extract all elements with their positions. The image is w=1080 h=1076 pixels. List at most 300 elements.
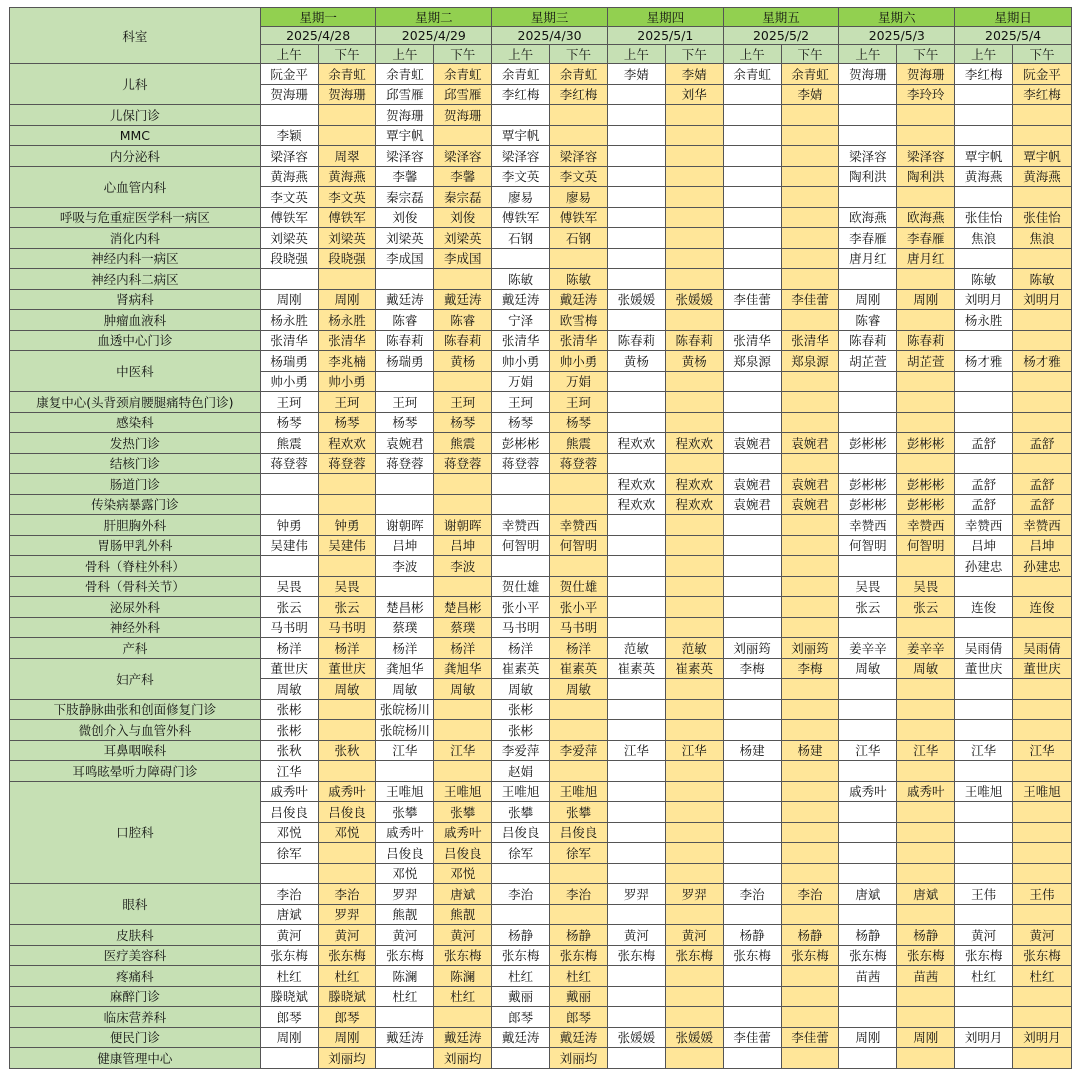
am-doctor-cell: 黄海燕 [955, 166, 1013, 187]
pm-doctor-cell: 幸赞西 [897, 515, 955, 536]
am-doctor-cell [955, 187, 1013, 208]
am-doctor-cell [955, 720, 1013, 741]
pm-doctor-cell [781, 822, 839, 843]
pm-doctor-cell: 徐军 [550, 843, 608, 864]
pm-doctor-cell [318, 720, 376, 741]
am-doctor-cell [376, 761, 434, 782]
am-doctor-cell: 赵娟 [492, 761, 550, 782]
pm-doctor-cell [1013, 843, 1072, 864]
am-doctor-cell: 孟舒 [955, 433, 1013, 454]
pm-doctor-cell: 吕俊良 [434, 843, 492, 864]
am-doctor-cell: 杨琴 [260, 412, 318, 433]
am-doctor-cell: 杨建 [723, 740, 781, 761]
am-doctor-cell: 戴廷涛 [492, 289, 550, 310]
schedule-container [9, 7, 1072, 1069]
pm-doctor-cell: 胡芷萱 [897, 351, 955, 372]
pm-doctor-cell: 贺仕雄 [550, 576, 608, 597]
pm-doctor-cell [1013, 904, 1072, 925]
am-doctor-cell: 张东梅 [376, 945, 434, 966]
am-doctor-cell [607, 556, 665, 577]
am-doctor-cell [260, 1048, 318, 1069]
pm-doctor-cell [1013, 412, 1072, 433]
pm-doctor-cell [781, 228, 839, 249]
am-doctor-cell [839, 822, 897, 843]
pm-doctor-cell [318, 125, 376, 146]
pm-doctor-cell [434, 576, 492, 597]
pm-doctor-cell: 黄海燕 [1013, 166, 1072, 187]
pm-doctor-cell: 郎琴 [550, 1007, 608, 1028]
am-doctor-cell: 程欢欢 [607, 494, 665, 515]
table-row [10, 248, 1072, 269]
pm-doctor-cell [318, 843, 376, 864]
pm-doctor-cell [897, 761, 955, 782]
pm-doctor-cell: 张秋 [318, 740, 376, 761]
am-doctor-cell: 黄杨 [607, 351, 665, 372]
am-doctor-cell [955, 84, 1013, 105]
am-doctor-cell: 贺海珊 [260, 84, 318, 105]
pm-doctor-cell: 戴廷涛 [434, 289, 492, 310]
table-row [10, 884, 1072, 905]
table-row [10, 966, 1072, 987]
am-doctor-cell [607, 761, 665, 782]
am-doctor-cell: 张彬 [492, 699, 550, 720]
pm-doctor-cell: 幸赞西 [1013, 515, 1072, 536]
date-header: 2025/4/30 [492, 27, 608, 45]
am-doctor-cell [839, 105, 897, 126]
pm-doctor-cell [1013, 371, 1072, 392]
pm-doctor-cell: 段晓强 [318, 248, 376, 269]
am-doctor-cell: 刘明月 [955, 289, 1013, 310]
am-doctor-cell: 杨才雅 [955, 351, 1013, 372]
am-doctor-cell [955, 617, 1013, 638]
am-doctor-cell [607, 822, 665, 843]
am-doctor-cell: 周敏 [376, 679, 434, 700]
pm-doctor-cell: 万娟 [550, 371, 608, 392]
pm-doctor-cell [1013, 1048, 1072, 1069]
am-doctor-cell [723, 597, 781, 618]
am-doctor-cell: 戴廷涛 [376, 289, 434, 310]
am-doctor-cell: 蒋登蓉 [260, 453, 318, 474]
weekday-header: 星期六 [839, 8, 955, 27]
department-name: 临床营养科 [10, 1007, 261, 1028]
am-doctor-cell [723, 1007, 781, 1028]
am-doctor-cell [839, 125, 897, 146]
am-doctor-cell: 袁婉君 [723, 433, 781, 454]
pm-doctor-cell [434, 761, 492, 782]
am-doctor-cell [839, 453, 897, 474]
am-doctor-cell: 王珂 [376, 392, 434, 413]
pm-doctor-cell: 王珂 [550, 392, 608, 413]
am-doctor-cell: 李红梅 [955, 64, 1013, 85]
pm-doctor-cell [665, 822, 723, 843]
am-doctor-cell: 蒋登蓉 [376, 453, 434, 474]
pm-doctor-cell [1013, 802, 1072, 823]
am-doctor-cell: 傅铁军 [492, 207, 550, 228]
am-doctor-cell [723, 679, 781, 700]
am-doctor-cell: 黄河 [955, 925, 1013, 946]
am-doctor-cell [723, 966, 781, 987]
am-doctor-cell: 邱雪雁 [376, 84, 434, 105]
pm-doctor-cell [550, 105, 608, 126]
pm-doctor-cell [1013, 1007, 1072, 1028]
pm-doctor-cell [781, 576, 839, 597]
pm-doctor-cell [665, 699, 723, 720]
pm-doctor-cell [665, 597, 723, 618]
am-doctor-cell: 罗羿 [607, 884, 665, 905]
am-doctor-cell [607, 248, 665, 269]
am-doctor-cell [607, 781, 665, 802]
pm-doctor-cell: 唐斌 [897, 884, 955, 905]
pm-doctor-cell [781, 781, 839, 802]
pm-doctor-cell: 李红梅 [550, 84, 608, 105]
pm-doctor-cell: 李成国 [434, 248, 492, 269]
am-doctor-cell: 戚秀叶 [376, 822, 434, 843]
table-row [10, 64, 1072, 85]
am-doctor-cell: 袁婉君 [723, 494, 781, 515]
pm-doctor-cell [1013, 310, 1072, 331]
am-doctor-cell: 张攀 [376, 802, 434, 823]
pm-doctor-cell [665, 679, 723, 700]
am-doctor-cell [839, 1007, 897, 1028]
am-doctor-cell: 崔素英 [492, 658, 550, 679]
pm-doctor-cell: 张东梅 [781, 945, 839, 966]
pm-doctor-cell: 王伟 [1013, 884, 1072, 905]
am-doctor-cell [492, 863, 550, 884]
pm-doctor-cell: 贺海珊 [897, 64, 955, 85]
pm-doctor-cell: 马书明 [550, 617, 608, 638]
pm-doctor-cell [897, 412, 955, 433]
pm-doctor-cell [781, 679, 839, 700]
pm-doctor-cell: 杨静 [897, 925, 955, 946]
am-doctor-cell: 张东梅 [260, 945, 318, 966]
department-name: 心血管内科 [10, 166, 261, 207]
am-doctor-cell [955, 453, 1013, 474]
am-doctor-cell [955, 248, 1013, 269]
pm-doctor-cell: 孟舒 [1013, 494, 1072, 515]
pm-doctor-cell: 郎琴 [318, 1007, 376, 1028]
pm-doctor-cell: 吴雨倩 [1013, 638, 1072, 659]
pm-doctor-cell [550, 904, 608, 925]
am-doctor-cell: 周敏 [492, 679, 550, 700]
pm-doctor-cell: 谢朝晖 [434, 515, 492, 536]
am-doctor-cell [376, 1048, 434, 1069]
pm-doctor-cell: 杜红 [1013, 966, 1072, 987]
pm-doctor-cell: 梁泽容 [897, 146, 955, 167]
department-name: 骨科（脊柱外科） [10, 556, 261, 577]
am-doctor-cell: 唐斌 [260, 904, 318, 925]
pm-doctor-cell [897, 392, 955, 413]
pm-doctor-cell [665, 207, 723, 228]
pm-doctor-cell [550, 474, 608, 495]
am-doctor-cell: 刘丽筠 [723, 638, 781, 659]
pm-doctor-cell: 黄河 [1013, 925, 1072, 946]
pm-doctor-cell [781, 125, 839, 146]
table-header [10, 8, 1072, 64]
pm-doctor-cell: 孙建忠 [1013, 556, 1072, 577]
am-doctor-cell: 周刚 [260, 1027, 318, 1048]
department-name: 感染科 [10, 412, 261, 433]
pm-doctor-cell: 黄河 [434, 925, 492, 946]
am-doctor-cell [607, 535, 665, 556]
am-doctor-cell [723, 371, 781, 392]
pm-doctor-cell [665, 617, 723, 638]
am-header: 上午 [260, 45, 318, 64]
pm-doctor-cell [318, 556, 376, 577]
am-doctor-cell [839, 699, 897, 720]
pm-doctor-cell: 张云 [897, 597, 955, 618]
am-doctor-cell: 覃宇帆 [955, 146, 1013, 167]
am-doctor-cell [723, 228, 781, 249]
am-header: 上午 [492, 45, 550, 64]
am-doctor-cell [955, 822, 1013, 843]
am-doctor-cell [492, 1048, 550, 1069]
am-doctor-cell [607, 904, 665, 925]
am-doctor-cell [492, 494, 550, 515]
pm-doctor-cell: 杨琴 [550, 412, 608, 433]
pm-doctor-cell: 蒋登蓉 [434, 453, 492, 474]
am-doctor-cell: 何智明 [492, 535, 550, 556]
pm-doctor-cell [781, 761, 839, 782]
pm-doctor-cell: 马书明 [318, 617, 376, 638]
am-doctor-cell: 唐斌 [839, 884, 897, 905]
pm-doctor-cell [550, 556, 608, 577]
am-doctor-cell: 张东梅 [955, 945, 1013, 966]
department-name: 呼吸与危重症医学科一病区 [10, 207, 261, 228]
pm-doctor-cell: 杜红 [550, 966, 608, 987]
pm-doctor-cell: 罗羿 [318, 904, 376, 925]
am-doctor-cell [955, 904, 1013, 925]
am-doctor-cell: 郎琴 [492, 1007, 550, 1028]
am-doctor-cell: 李爱萍 [492, 740, 550, 761]
am-doctor-cell: 李成国 [376, 248, 434, 269]
am-doctor-cell: 张彬 [492, 720, 550, 741]
pm-doctor-cell: 张佳怡 [1013, 207, 1072, 228]
pm-doctor-cell: 郑泉源 [781, 351, 839, 372]
pm-doctor-cell: 石钢 [550, 228, 608, 249]
table-row [10, 207, 1072, 228]
am-doctor-cell [723, 617, 781, 638]
am-doctor-cell [607, 576, 665, 597]
department-name: 产科 [10, 638, 261, 659]
pm-doctor-cell: 刘丽均 [434, 1048, 492, 1069]
am-doctor-cell [723, 269, 781, 290]
pm-doctor-cell: 梁泽容 [434, 146, 492, 167]
am-header: 上午 [607, 45, 665, 64]
am-doctor-cell: 张清华 [492, 330, 550, 351]
am-doctor-cell: 张媛媛 [607, 289, 665, 310]
pm-doctor-cell [665, 412, 723, 433]
pm-doctor-cell: 姜辛辛 [897, 638, 955, 659]
am-doctor-cell: 张云 [839, 597, 897, 618]
pm-doctor-cell [1013, 392, 1072, 413]
pm-doctor-cell: 吕俊良 [550, 822, 608, 843]
pm-doctor-cell [550, 720, 608, 741]
table-row [10, 925, 1072, 946]
pm-doctor-cell: 程欢欢 [665, 494, 723, 515]
am-doctor-cell: 袁婉君 [376, 433, 434, 454]
pm-doctor-cell [665, 556, 723, 577]
am-doctor-cell: 梁泽容 [839, 146, 897, 167]
am-doctor-cell: 郑泉源 [723, 351, 781, 372]
pm-doctor-cell [434, 125, 492, 146]
pm-doctor-cell: 戴廷涛 [550, 1027, 608, 1048]
am-doctor-cell: 李红梅 [492, 84, 550, 105]
am-doctor-cell: 陈敏 [955, 269, 1013, 290]
weekday-header: 星期五 [723, 8, 839, 27]
pm-doctor-cell: 吕俊良 [318, 802, 376, 823]
am-doctor-cell [723, 1048, 781, 1069]
am-doctor-cell: 贺海珊 [376, 105, 434, 126]
am-doctor-cell: 陈春莉 [839, 330, 897, 351]
date-header: 2025/4/28 [260, 27, 376, 45]
am-doctor-cell [839, 84, 897, 105]
am-doctor-cell: 李治 [723, 884, 781, 905]
pm-doctor-cell: 刘华 [665, 84, 723, 105]
pm-doctor-cell: 戴廷涛 [434, 1027, 492, 1048]
pm-doctor-cell: 梁泽容 [550, 146, 608, 167]
pm-doctor-cell [1013, 761, 1072, 782]
am-doctor-cell [376, 371, 434, 392]
am-doctor-cell [723, 453, 781, 474]
pm-doctor-cell: 陈春莉 [897, 330, 955, 351]
pm-doctor-cell: 杨静 [550, 925, 608, 946]
department-name: 发热门诊 [10, 433, 261, 454]
department-name: 康复中心(头背颈肩腰腿痛特色门诊) [10, 392, 261, 413]
pm-doctor-cell [1013, 453, 1072, 474]
am-doctor-cell: 张佳怡 [955, 207, 1013, 228]
am-doctor-cell: 万娟 [492, 371, 550, 392]
pm-doctor-cell: 吴建伟 [318, 535, 376, 556]
am-doctor-cell: 李治 [492, 884, 550, 905]
pm-doctor-cell [665, 371, 723, 392]
pm-doctor-cell: 熊震 [550, 433, 608, 454]
am-doctor-cell: 幸赞西 [839, 515, 897, 536]
pm-doctor-cell [665, 720, 723, 741]
table-row [10, 433, 1072, 454]
am-doctor-cell [607, 310, 665, 331]
pm-doctor-cell [550, 761, 608, 782]
pm-doctor-cell: 王唯旭 [434, 781, 492, 802]
table-row [10, 310, 1072, 331]
pm-doctor-cell [781, 863, 839, 884]
am-doctor-cell [839, 843, 897, 864]
am-doctor-cell [723, 576, 781, 597]
department-name: 骨科（骨科关节） [10, 576, 261, 597]
pm-doctor-cell: 袁婉君 [781, 474, 839, 495]
table-row [10, 453, 1072, 474]
pm-doctor-cell [1013, 822, 1072, 843]
am-doctor-cell [955, 679, 1013, 700]
am-doctor-cell: 孟舒 [955, 474, 1013, 495]
am-doctor-cell: 余青虹 [723, 64, 781, 85]
pm-doctor-cell: 黄河 [318, 925, 376, 946]
am-doctor-cell [955, 1007, 1013, 1028]
am-doctor-cell: 黄河 [376, 925, 434, 946]
pm-doctor-cell [1013, 330, 1072, 351]
pm-doctor-cell [781, 412, 839, 433]
am-doctor-cell [723, 904, 781, 925]
pm-doctor-cell [781, 617, 839, 638]
pm-doctor-cell: 余青虹 [318, 64, 376, 85]
pm-doctor-cell [781, 248, 839, 269]
pm-doctor-cell [781, 1048, 839, 1069]
am-doctor-cell: 秦宗磊 [376, 187, 434, 208]
pm-doctor-cell: 杨永胜 [318, 310, 376, 331]
am-doctor-cell: 周刚 [839, 1027, 897, 1048]
pm-doctor-cell: 幸赞西 [550, 515, 608, 536]
am-doctor-cell: 杨瑞勇 [260, 351, 318, 372]
pm-doctor-cell [318, 105, 376, 126]
pm-doctor-cell [434, 1007, 492, 1028]
am-doctor-cell [955, 412, 1013, 433]
pm-doctor-cell: 周敏 [550, 679, 608, 700]
am-doctor-cell [723, 535, 781, 556]
am-doctor-cell [839, 269, 897, 290]
pm-header: 下午 [1013, 45, 1072, 64]
am-doctor-cell: 袁婉君 [723, 474, 781, 495]
pm-doctor-cell: 江华 [665, 740, 723, 761]
pm-doctor-cell: 周刚 [897, 289, 955, 310]
am-doctor-cell [955, 843, 1013, 864]
pm-doctor-cell [665, 146, 723, 167]
pm-doctor-cell: 孟舒 [1013, 474, 1072, 495]
am-doctor-cell [955, 392, 1013, 413]
am-doctor-cell: 李春雁 [839, 228, 897, 249]
pm-doctor-cell: 蒋登蓉 [318, 453, 376, 474]
am-doctor-cell: 戚秀叶 [839, 781, 897, 802]
am-doctor-cell: 陈睿 [376, 310, 434, 331]
am-doctor-cell: 梁泽容 [376, 146, 434, 167]
am-doctor-cell [492, 904, 550, 925]
am-doctor-cell: 杨静 [723, 925, 781, 946]
am-doctor-cell: 张攀 [492, 802, 550, 823]
am-doctor-cell: 胡芷萱 [839, 351, 897, 372]
pm-doctor-cell [897, 371, 955, 392]
am-doctor-cell: 杨洋 [376, 638, 434, 659]
am-doctor-cell: 周敏 [260, 679, 318, 700]
pm-doctor-cell: 李婧 [665, 64, 723, 85]
pm-doctor-cell [550, 863, 608, 884]
pm-doctor-cell: 江华 [1013, 740, 1072, 761]
pm-doctor-cell: 周敏 [897, 658, 955, 679]
pm-doctor-cell: 陶利洪 [897, 166, 955, 187]
am-doctor-cell: 邓悦 [376, 863, 434, 884]
department-name: 血透中心门诊 [10, 330, 261, 351]
am-doctor-cell: 江华 [260, 761, 318, 782]
table-row [10, 494, 1072, 515]
weekday-header: 星期三 [492, 8, 608, 27]
am-doctor-cell [723, 986, 781, 1007]
pm-doctor-cell: 秦宗磊 [434, 187, 492, 208]
department-name: 传染病暴露门诊 [10, 494, 261, 515]
table-row [10, 597, 1072, 618]
am-doctor-cell: 戴丽 [492, 986, 550, 1007]
date-header: 2025/5/4 [955, 27, 1072, 45]
am-doctor-cell [723, 720, 781, 741]
am-doctor-cell [607, 187, 665, 208]
am-doctor-cell: 杨琴 [376, 412, 434, 433]
am-doctor-cell: 李佳蕾 [723, 289, 781, 310]
pm-doctor-cell: 彭彬彬 [897, 474, 955, 495]
am-doctor-cell: 楚昌彬 [376, 597, 434, 618]
pm-doctor-cell: 李馨 [434, 166, 492, 187]
table-row [10, 576, 1072, 597]
am-doctor-cell: 杨洋 [492, 638, 550, 659]
am-doctor-cell: 刘俊 [376, 207, 434, 228]
pm-doctor-cell: 张东梅 [434, 945, 492, 966]
pm-header: 下午 [781, 45, 839, 64]
pm-header: 下午 [434, 45, 492, 64]
